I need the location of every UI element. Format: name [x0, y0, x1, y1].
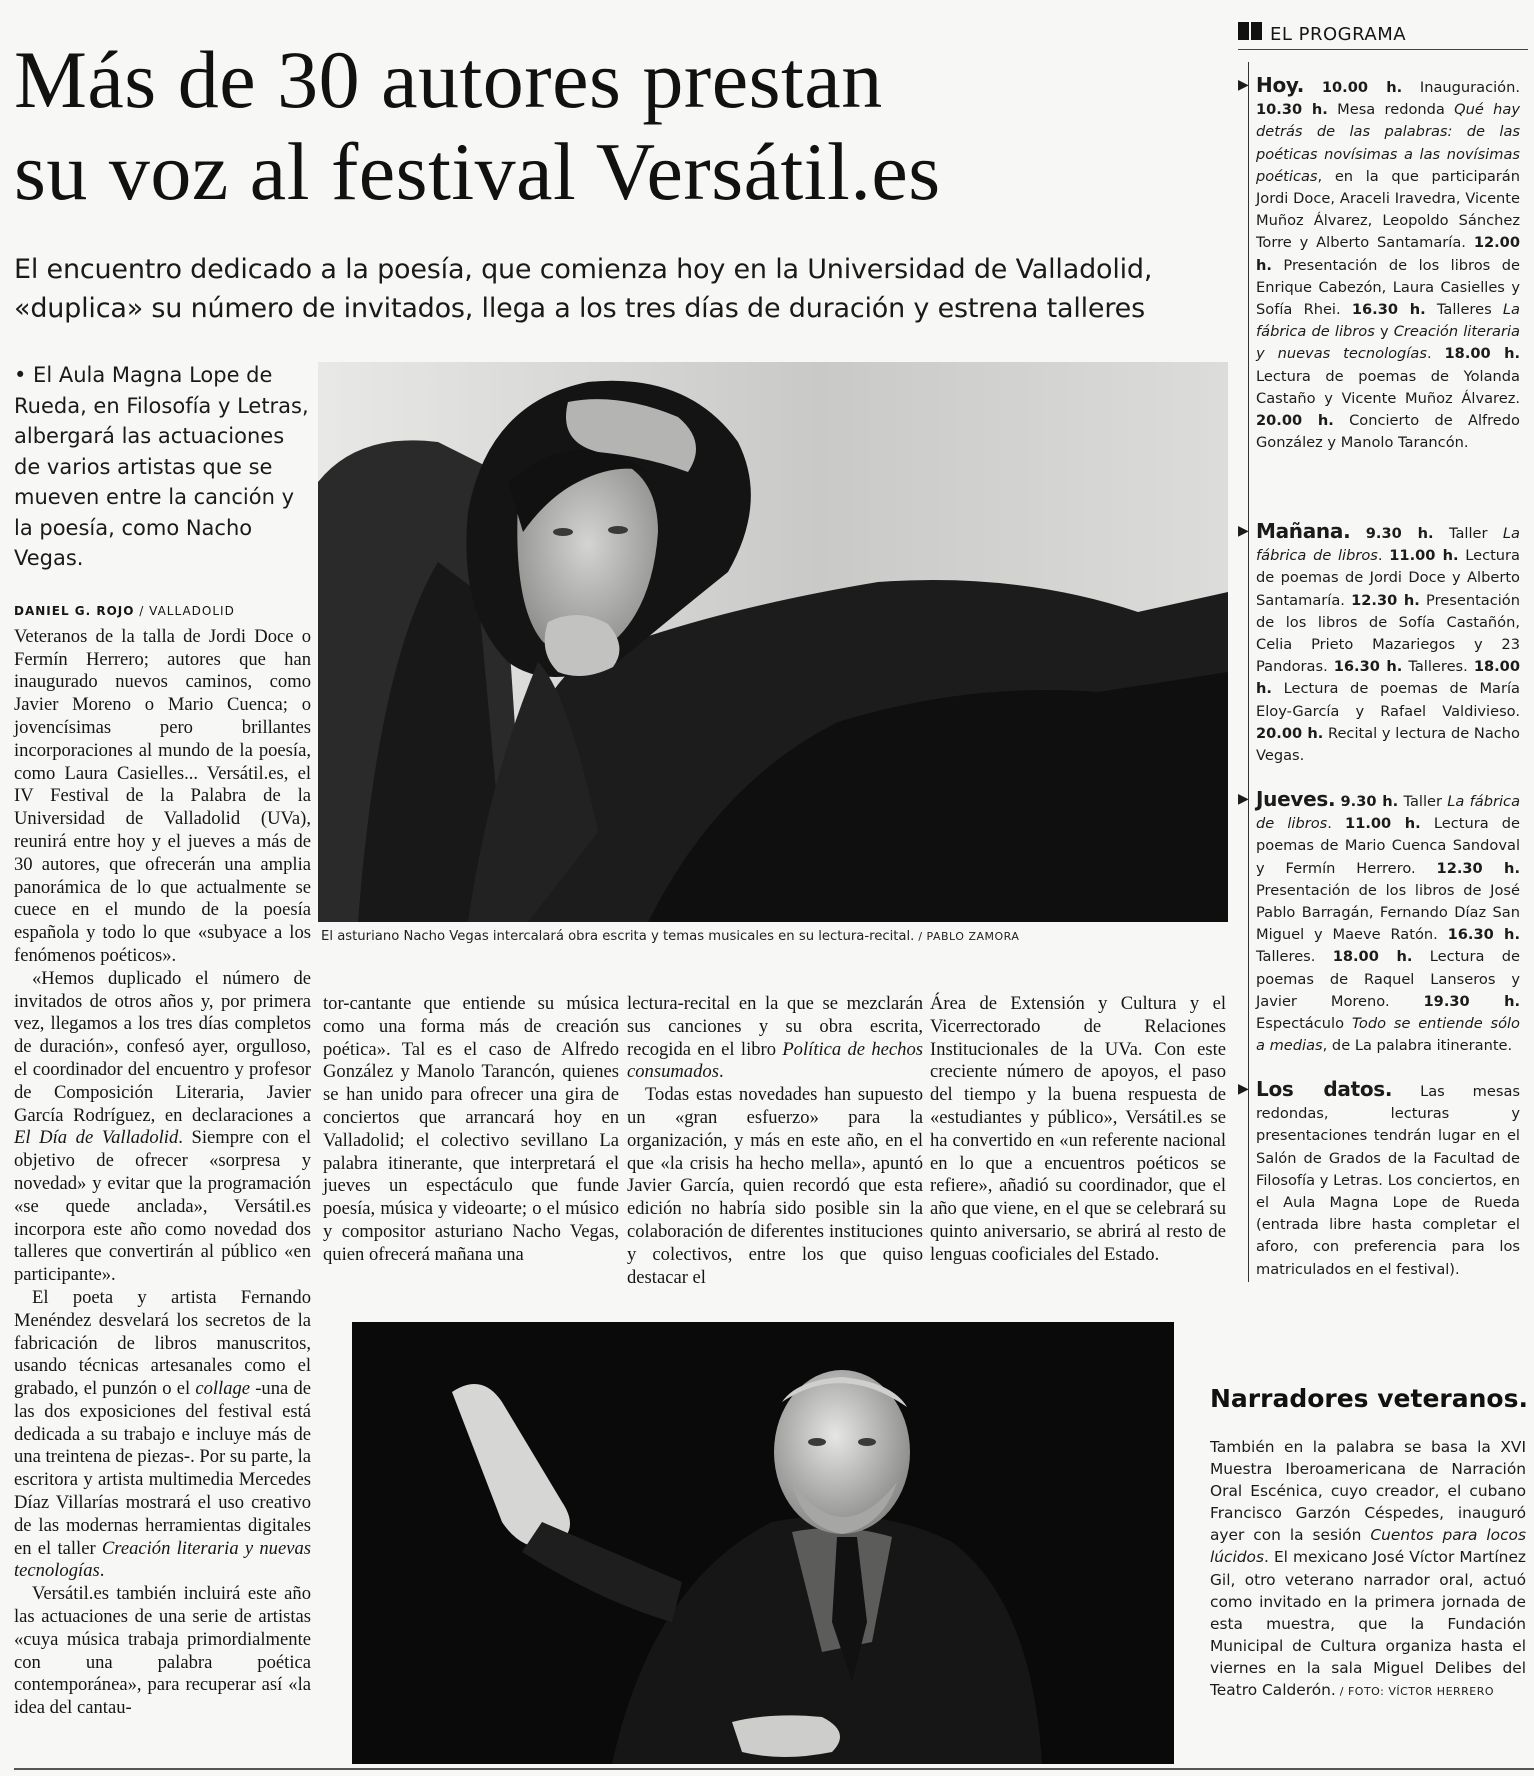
program-thursday: ▶ Jueves. 9.30 h. Taller La fábrica de libros. 11.00 h. Lectura de poemas de Mario Cuenca Sandoval y Fermín Herrero. 12.30 h. Presentación de los libros de José Pablo Barragán, Fernando Díaz San Miguel y Maeve Ratón. 16.30 h. Talleres. 18.00 h. Lectura de poemas de Raquel Lanseros y Javier Moreno. 19.30 h. Espectáculo Todo se entiende sólo a medias, de La palabra itinerante.: [1238, 787, 1521, 1055]
subtitle: El encuentro dedicado a la poesía, que comienza hoy en la Universidad de Valladolid, «duplica» su número de invitados, llega a los tres días de duración y estrena talleres: [14, 254, 1153, 324]
program-tomorrow: ▶ Mañana. 9.30 h. Taller La fábrica de libros. 11.00 h. Lectura de poemas de Jordi Doce y Alberto Santamaría. 12.30 h. Presentación de los libros de Sofía Castañón, Celia Prieto Mazariegos y 23 Pandoras. 16.30 h. Talleres. 18.00 h. Lectura de poemas de María Eloy-García y Rafael Valdivieso. 20.00 h. Recital y lectura de Nacho Vegas.: [1238, 519, 1521, 765]
article-column-2: [323, 993, 619, 1267]
article-paragraph: tor-cantante que entiende su música como una forma más de creación poética». Tal es el caso de Alfredo González y Manolo Tarancón, quienes se han unido para ofrecer una gira de conciertos que arrancará hoy en Valladolid; el colectivo sevillano La palabra itinerante, que interpretará el jueves un espectáculo que funde poesía, música y videoarte; o el músico y compositor asturiano Nacho Vegas, quien ofrecerá mañana una: [323, 993, 619, 1265]
program-sidebar: [1238, 22, 1530, 1278]
article-paragraph: Todas estas novedades han supuesto un «gran esfuerzo» para la organización, y más en este año, en el que «la crisis ha hecho mella», apuntó Javier García, quien recordó que esta edición no habría sido posible sin la colaboración de diferentes instituciones y colectivos, entre los que quiso destacar el: [627, 1084, 923, 1288]
program-today: ▶ Hoy. 10.00 h. Inauguración. 10.30 h. Mesa redonda Qué hay detrás de las palabras: de las poéticas novísimas a las novísimas poéticas, en la que participarán Jordi Doce, Araceli Iravedra, Vicente Muñoz Álvarez, Leopoldo Sánchez Torre y Alberto Santamaría. 12.00 h. Presentación de los libros de Enrique Cabezón, Laura Casielles y Sofía Rhei. 16.30 h. Talleres La fábrica de libros y Creación literaria y nuevas tecnologías. 18.00 h. Lectura de poemas de Yolanda Castaño y Vicente Muñoz Álvarez. 20.00 h. Concierto de Alfredo González y Manolo Tarancón.: [1238, 73, 1521, 452]
program-thursday-text: 9.30 h. Taller La fábrica de libros. 11.00 h. Lectura de poemas de Mario Cuenca Sandoval y Fermín Herrero. 12.30 h. Presentación de los libros de José Pablo Barragán, Fernando Díaz San Miguel y Maeve Ratón. 16.30 h. Talleres. 18.00 h. Lectura de poemas de Raquel Lanseros y Javier Moreno. 19.30 h. Espectáculo Todo se entiende sólo a medias, de La palabra itinerante.: [1256, 793, 1521, 1055]
book-icon: [1238, 22, 1264, 45]
byline: [14, 600, 311, 623]
lead-summary: • El Aula Magna Lope de Rueda, en Filosofía y Letras, albergará las actuaciones de varios artistas que se mueven entre la canción y la poesía, como Nacho Vegas.: [14, 363, 309, 570]
newspaper-name: El Día de Valladolid: [14, 1127, 179, 1149]
photo-caption: El asturiano Nacho Vegas intercalará obra escrita y temas musicales en su lectura-recital. / PABLO ZAMORA: [321, 929, 1020, 944]
arrow-right-icon: ▶: [1238, 791, 1249, 807]
photo-storyteller: [352, 1322, 1174, 1764]
photo-credit: / FOTO: VÍCTOR HERRERO: [1335, 1685, 1495, 1699]
narradores-body: También en la palabra se basa la XVI Muestra Iberoamericana de Narración Oral Escénica, cuyo creador, el cubano Francisco Garzón Céspedes, inauguró ayer con la sesión Cuentos para locos lúcidos. El mexicano José Víctor Martínez Gil, otro veterano narrador oral, actuó como invitado en la primera jornada de esta muestra, que la Fundación Municipal de Cultura organiza hasta el viernes en la sala Miguel Delibes del Teatro Calderón. / FOTO: VÍCTOR HERRERO: [1210, 1438, 1526, 1700]
workshop-name: Creación literaria y nuevas tecnologías: [14, 1537, 311, 1582]
article-column-3: [627, 993, 923, 1289]
program-data-text: Las mesas redondas, lecturas y presentaciones tendrán lugar en el Salón de Grados de la Facultad de Filosofía y Letras. Los conciertos, en el Aula Magna Lope de Rueda (entrada libre hasta completar el aforo, con preferencia para los matriculados en el festival).: [1256, 1083, 1520, 1278]
article-paragraph: «Hemos duplicado el número de invitados de otros años y, por primera vez, llegamos a los tres días completos de duración», confesó ayer, orgulloso, el coordinador del encuentro y profesor de Composición Literaria, Javier García Rodríguez, en declaraciones a El Día de Valladolid. Siempre con el objetivo de ofrecer «sorpresa y novedad» y evitar que la programación «se quede anclada», Versátil.es incorpora este año como novedad dos talleres que convertirán al público «en participante».: [14, 967, 311, 1286]
article-paragraph: lectura-recital en la que se mezclarán sus canciones y su obra escrita, recogida en el libro Política de hechos consumados.: [627, 993, 923, 1083]
program-heading: EL PROGRAMA: [1238, 22, 1528, 50]
headline-line-2: su voz al festival Versátil.es: [14, 126, 941, 217]
article-paragraph: Veteranos de la talla de Jordi Doce o Fermín Herrero; autores que han inaugurado nuevos caminos, como Javier Moreno o Mario Cuenca; o jovencísimas pero brillantes incorporaciones al mundo de la poesía, como Laura Casielles... Versátil.es, el IV Festival de la Palabra de la Universidad de Valladolid (UVa), reunirá entre hoy y el jueves a más de 30 autores, que ofrecerán una amplia panorámica de lo que actualmente se cuece en el mundo de la poesía española y todo lo que «subyace a los fenómenos poéticos».: [14, 625, 311, 966]
narradores-title: Narradores veteranos.: [1210, 1384, 1528, 1413]
byline-place: / VALLADOLID: [134, 604, 235, 618]
program-tomorrow-text: 9.30 h. Taller La fábrica de libros. 11.00 h. Lectura de poemas de Jordi Doce y Alberto Santamaría. 12.30 h. Presentación de los libros de Sofía Castañón, Celia Prieto Mazariegos y 23 Pandoras. 16.30 h. Talleres. 18.00 h. Lectura de poemas de María Eloy-García y Rafael Valdivieso. 20.00 h. Recital y lectura de Nacho Vegas.: [1256, 525, 1521, 765]
program-today-text: 10.00 h. Inauguración. 10.30 h. Mesa redonda Qué hay detrás de las palabras: de las poéticas novísimas a las novísimas poéticas, en la que participarán Jordi Doce, Araceli Iravedra, Vicente Muñoz Álvarez, Leopoldo Sánchez Torre y Alberto Santamaría. 12.00 h. Presentación de los libros de Enrique Cabezón, Laura Casielles y Sofía Rhei. 16.30 h. Talleres La fábrica de libros y Creación literaria y nuevas tecnologías. 18.00 h. Lectura de poemas de Yolanda Castaño y Vicente Muñoz Álvarez. 20.00 h. Concierto de Alfredo González y Manolo Tarancón.: [1256, 79, 1521, 452]
headline: [14, 34, 1194, 218]
article-paragraph: Versátil.es también incluirá este año las actuaciones de una serie de artistas «cuya música trabaja primordialmente con una palabra poética contemporánea», para recuperar así «la idea del cantau-: [14, 1583, 311, 1719]
session-title: Cuentos para locos lúcidos: [1210, 1526, 1526, 1567]
article-column-1: [14, 600, 311, 1720]
arrow-right-icon: ▶: [1238, 523, 1249, 539]
arrow-right-icon: ▶: [1238, 77, 1249, 93]
arrow-right-icon: ▶: [1238, 1081, 1249, 1097]
headline-line-1: Más de 30 autores prestan: [14, 34, 883, 125]
byline-author: DANIEL G. ROJO: [14, 604, 135, 618]
photo-credit: / PABLO ZAMORA: [914, 930, 1020, 943]
book-title: Política de hechos consumados: [627, 1038, 923, 1083]
photo-nacho-vegas: [318, 362, 1228, 922]
page-bottom-rule: [14, 1768, 1534, 1770]
article-paragraph: El poeta y artista Fernando Menéndez desvelará los secretos de la fabricación de libros manuscritos, usando técnicas artesanales como el grabado, el punzón o el collage -una de las dos exposiciones del festival está dedicada a su trabajo e incluye más de una treintena de piezas-. Por su parte, la escritora y artista multimedia Mercedes Díaz Villarías mostrará el uso creativo de las modernas herramientas digitales en el taller Creación literaria y nuevas tecnologías.: [14, 1286, 311, 1582]
program-data: ▶ Los datos. Las mesas redondas, lecturas y presentaciones tendrán lugar en el Salón de Grados de la Facultad de Filosofía y Letras. Los conciertos, en el Aula Magna Lope de Rueda (entrada libre hasta completar el aforo, con preferencia para los matriculados en el festival).: [1238, 1077, 1520, 1278]
article-column-4: [930, 993, 1226, 1267]
article-paragraph: Área de Extensión y Cultura y el Vicerrectorado de Relaciones Institucionales de la UVa. Con este creciente número de apoyos, el paso del tiempo y la buena respuesta de «estudiantes y público», Versátil.es se ha convertido en «un referente nacional en lo que a encuentros poéticos se refiere», añadió su coordinador, que el año que viene, en el que se celebrará su quinto aniversario, se abrirá al resto de lenguas cooficiales del Estado.: [930, 993, 1226, 1265]
